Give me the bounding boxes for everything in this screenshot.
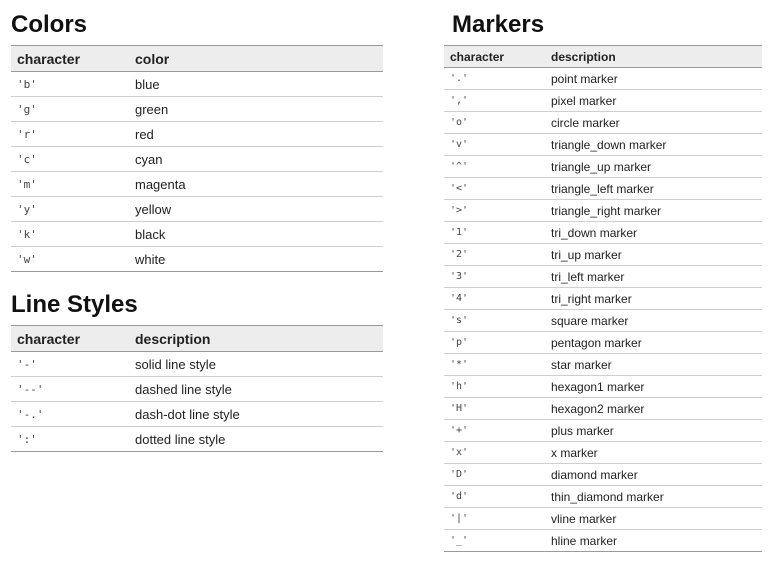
markers-character-cell: '2' bbox=[444, 244, 545, 266]
line-styles-row bbox=[11, 427, 383, 452]
markers-description-cell: triangle_left marker bbox=[545, 178, 762, 200]
markers-section bbox=[444, 13, 762, 552]
markers-character-cell: 'h' bbox=[444, 376, 545, 398]
markers-description-cell: vline marker bbox=[545, 508, 762, 530]
colors-description-cell: magenta bbox=[129, 172, 383, 197]
markers-row bbox=[444, 376, 762, 398]
markers-row bbox=[444, 530, 762, 552]
colors-character-cell: 'r' bbox=[11, 122, 129, 147]
markers-character-cell: '>' bbox=[444, 200, 545, 222]
line-styles-character-cell: '--' bbox=[11, 377, 129, 402]
markers-character-cell: 'v' bbox=[444, 134, 545, 156]
markers-description-cell: x marker bbox=[545, 442, 762, 464]
colors-character-cell: 'g' bbox=[11, 97, 129, 122]
colors-row bbox=[11, 197, 383, 222]
colors-header-character: character bbox=[11, 46, 129, 72]
colors-description-cell: black bbox=[129, 222, 383, 247]
markers-description-cell: triangle_right marker bbox=[545, 200, 762, 222]
markers-row bbox=[444, 266, 762, 288]
line-styles-character-cell: '-' bbox=[11, 352, 129, 377]
colors-character-cell: 'm' bbox=[11, 172, 129, 197]
markers-row bbox=[444, 68, 762, 90]
markers-description-cell: triangle_up marker bbox=[545, 156, 762, 178]
markers-description-cell: circle marker bbox=[545, 112, 762, 134]
colors-description-cell: white bbox=[129, 247, 383, 272]
markers-header-character: character bbox=[444, 46, 545, 68]
markers-description-cell: tri_down marker bbox=[545, 222, 762, 244]
line-styles-description-cell: dotted line style bbox=[129, 427, 383, 452]
markers-row bbox=[444, 156, 762, 178]
colors-row bbox=[11, 247, 383, 272]
colors-row bbox=[11, 122, 383, 147]
markers-character-cell: '1' bbox=[444, 222, 545, 244]
markers-description-cell: tri_left marker bbox=[545, 266, 762, 288]
markers-row bbox=[444, 134, 762, 156]
markers-row bbox=[444, 112, 762, 134]
markers-description-cell: hexagon2 marker bbox=[545, 398, 762, 420]
line-styles-row bbox=[11, 352, 383, 377]
markers-row bbox=[444, 464, 762, 486]
markers-description-cell: square marker bbox=[545, 310, 762, 332]
markers-character-cell: 'o' bbox=[444, 112, 545, 134]
markers-row bbox=[444, 200, 762, 222]
markers-description-cell: triangle_down marker bbox=[545, 134, 762, 156]
markers-character-cell: 'p' bbox=[444, 332, 545, 354]
colors-description-cell: yellow bbox=[129, 197, 383, 222]
markers-character-cell: 'd' bbox=[444, 486, 545, 508]
colors-description-cell: blue bbox=[129, 72, 383, 97]
line-styles-description-cell: solid line style bbox=[129, 352, 383, 377]
markers-description-cell: tri_up marker bbox=[545, 244, 762, 266]
colors-row bbox=[11, 172, 383, 197]
colors-character-cell: 'b' bbox=[11, 72, 129, 97]
markers-description-cell: star marker bbox=[545, 354, 762, 376]
markers-character-cell: 'D' bbox=[444, 464, 545, 486]
colors-character-cell: 'k' bbox=[11, 222, 129, 247]
line-styles-description-cell: dash-dot line style bbox=[129, 402, 383, 427]
markers-row bbox=[444, 90, 762, 112]
markers-description-cell: diamond marker bbox=[545, 464, 762, 486]
markers-character-cell: '+' bbox=[444, 420, 545, 442]
colors-description-cell: red bbox=[129, 122, 383, 147]
colors-description-cell: green bbox=[129, 97, 383, 122]
colors-row bbox=[11, 72, 383, 97]
markers-character-cell: 's' bbox=[444, 310, 545, 332]
line-styles-description-cell: dashed line style bbox=[129, 377, 383, 402]
colors-row bbox=[11, 97, 383, 122]
line-styles-header-character: character bbox=[11, 326, 129, 352]
markers-row bbox=[444, 332, 762, 354]
markers-character-cell: ',' bbox=[444, 90, 545, 112]
markers-character-cell: '|' bbox=[444, 508, 545, 530]
line-styles-title: Line Styles bbox=[11, 291, 138, 318]
markers-row bbox=[444, 288, 762, 310]
colors-row bbox=[11, 222, 383, 247]
markers-description-cell: plus marker bbox=[545, 420, 762, 442]
markers-description-cell: tri_right marker bbox=[545, 288, 762, 310]
colors-section bbox=[11, 13, 383, 272]
line-styles-row bbox=[11, 402, 383, 427]
line-styles-section bbox=[11, 293, 383, 452]
markers-description-cell: thin_diamond marker bbox=[545, 486, 762, 508]
markers-header-row bbox=[444, 46, 762, 68]
line-styles-character-cell: '-.' bbox=[11, 402, 129, 427]
markers-title: Markers bbox=[452, 11, 545, 38]
markers-table bbox=[444, 45, 762, 552]
markers-character-cell: '.' bbox=[444, 68, 545, 90]
markers-character-cell: '*' bbox=[444, 354, 545, 376]
markers-row bbox=[444, 310, 762, 332]
markers-header-description: description bbox=[545, 46, 762, 68]
markers-character-cell: '_' bbox=[444, 530, 545, 552]
markers-character-cell: '^' bbox=[444, 156, 545, 178]
markers-description-cell: pixel marker bbox=[545, 90, 762, 112]
markers-row bbox=[444, 442, 762, 464]
line-styles-character-cell: ':' bbox=[11, 427, 129, 452]
markers-description-cell: point marker bbox=[545, 68, 762, 90]
markers-description-cell: pentagon marker bbox=[545, 332, 762, 354]
markers-character-cell: '4' bbox=[444, 288, 545, 310]
line-styles-row bbox=[11, 377, 383, 402]
markers-character-cell: 'H' bbox=[444, 398, 545, 420]
markers-row bbox=[444, 178, 762, 200]
colors-header-row bbox=[11, 46, 383, 72]
markers-row bbox=[444, 244, 762, 266]
markers-row bbox=[444, 222, 762, 244]
colors-character-cell: 'y' bbox=[11, 197, 129, 222]
markers-description-cell: hexagon1 marker bbox=[545, 376, 762, 398]
line-styles-header-description: description bbox=[129, 326, 383, 352]
colors-character-cell: 'w' bbox=[11, 247, 129, 272]
colors-description-cell: cyan bbox=[129, 147, 383, 172]
markers-row bbox=[444, 420, 762, 442]
line-styles-table bbox=[11, 325, 383, 452]
markers-row bbox=[444, 486, 762, 508]
markers-description-cell: hline marker bbox=[545, 530, 762, 552]
colors-table bbox=[11, 45, 383, 272]
markers-row bbox=[444, 508, 762, 530]
markers-character-cell: 'x' bbox=[444, 442, 545, 464]
markers-character-cell: '<' bbox=[444, 178, 545, 200]
line-styles-header-row bbox=[11, 326, 383, 352]
markers-row bbox=[444, 398, 762, 420]
markers-character-cell: '3' bbox=[444, 266, 545, 288]
colors-character-cell: 'c' bbox=[11, 147, 129, 172]
markers-row bbox=[444, 354, 762, 376]
colors-title: Colors bbox=[11, 11, 88, 38]
colors-header-color: color bbox=[129, 46, 383, 72]
colors-row bbox=[11, 147, 383, 172]
